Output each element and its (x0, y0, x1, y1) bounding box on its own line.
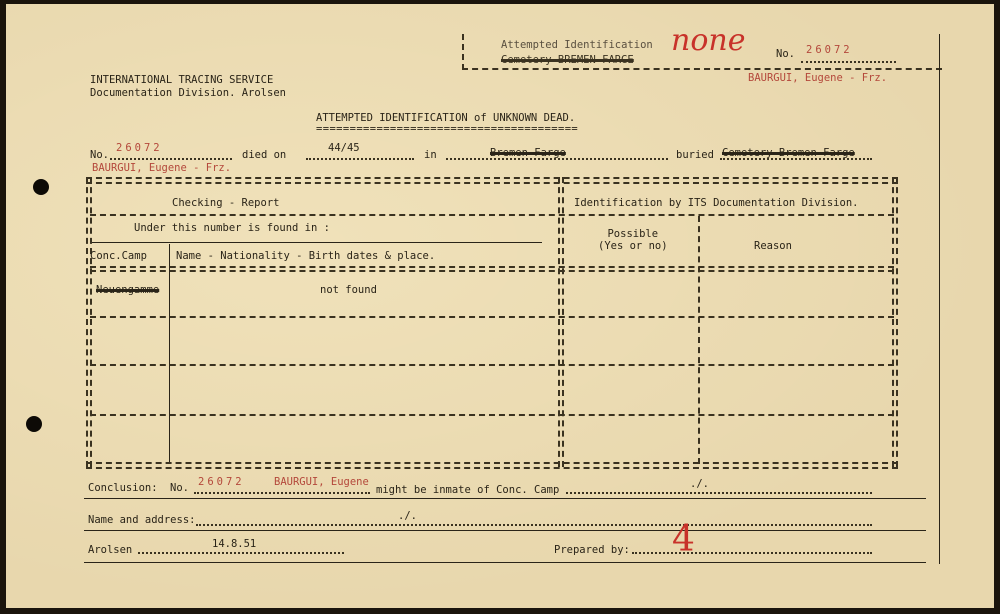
footer-place: Arolsen (88, 544, 133, 556)
camp-name-divider (169, 244, 170, 462)
under-number-divider (92, 242, 542, 243)
conclusion-label: Conclusion: (88, 482, 158, 494)
record-no-value: 26072 (116, 142, 163, 154)
conclusion-text: might be inmate of Conc. Camp (376, 484, 560, 496)
under-number-label: Under this number is found in : (134, 222, 330, 234)
buried-value: Cemetery Bremen-Farge (722, 147, 855, 159)
record-name: BAURGUI, Eugene - Frz. (92, 162, 232, 174)
form-title-underline: ======================================= (316, 123, 579, 135)
table-middle-divider-2 (562, 177, 564, 467)
table-middle-divider (558, 177, 560, 467)
conclusion-no-label: No. (170, 482, 189, 494)
col-name-details: Name - Nationality - Birth dates & place. (176, 250, 436, 262)
table-left-border-2 (90, 177, 92, 467)
died-on-label: died on (242, 149, 287, 161)
header-cemetery: Cemetery BREMEN-FARGE (501, 54, 634, 66)
prepared-by-initial: 4 (672, 519, 695, 560)
table-bottom-border (86, 462, 898, 464)
footer-date: 14.8.51 (212, 538, 257, 550)
record-no-label: No. (90, 149, 109, 161)
row-conc-camp: Neuengamme (96, 284, 160, 296)
identification-header: Identification by ITS Documentation Division. (574, 197, 859, 209)
header-row-divider (90, 214, 894, 216)
record-card (6, 4, 994, 608)
conclusion-no-dots (194, 492, 370, 494)
col-possible: Possible (Yes or no) (598, 228, 668, 252)
header-attempted-identification: Attempted Identification (501, 39, 653, 51)
conclusion-no-value: 26072 (198, 476, 245, 488)
in-value: Bremen-Farge (490, 147, 566, 159)
column-header-divider-2 (90, 270, 894, 272)
col-conc-camp: Conc.Camp (90, 250, 147, 262)
row-divider-1 (90, 316, 894, 318)
column-header-divider (90, 266, 894, 268)
table-top-border-2 (86, 182, 898, 184)
in-dots (446, 158, 668, 160)
died-on-value: 44/45 (328, 142, 360, 154)
record-no-dots (110, 158, 232, 160)
buried-dots (720, 158, 872, 160)
header-box-bottom-border (462, 68, 942, 70)
name-address-label: Name and address: (88, 514, 196, 526)
form-title: ATTEMPTED IDENTIFICATION of UNKNOWN DEAD. (316, 112, 576, 124)
footer-date-dots (138, 552, 344, 554)
table-left-border (86, 177, 88, 467)
row-details: not found (320, 284, 377, 296)
row-divider-3 (90, 414, 894, 416)
name-top-right: BAURGUI, Eugene - Frz. (748, 72, 888, 84)
checking-report-header: Checking - Report (172, 197, 280, 209)
punch-hole-bottom (26, 416, 42, 432)
table-bottom-border-2 (86, 467, 898, 469)
header-no-dots (801, 61, 896, 63)
died-on-dots (306, 158, 414, 160)
row-divider-2 (90, 364, 894, 366)
in-label: in (424, 149, 437, 161)
conclusion-rule (84, 498, 926, 499)
footer-rule (84, 562, 926, 563)
prepared-by-dots (632, 552, 872, 554)
right-edge-line (939, 34, 940, 564)
org-name: INTERNATIONAL TRACING SERVICE (90, 74, 274, 86)
org-division: Documentation Division. Arolsen (90, 87, 286, 99)
table-right-border-2 (896, 177, 898, 467)
name-address-value: ./. (398, 510, 417, 522)
prepared-by-label: Prepared by: (554, 544, 630, 556)
name-address-dots (196, 524, 872, 526)
buried-label: buried (676, 149, 714, 161)
possible-reason-divider (698, 216, 700, 464)
conclusion-value: ./. (690, 478, 709, 490)
col-reason: Reason (754, 240, 792, 252)
punch-hole-top (33, 179, 49, 195)
header-no-value: 26072 (806, 44, 853, 56)
header-no-label: No. (776, 48, 795, 60)
name-address-rule (84, 530, 926, 531)
table-top-border (86, 177, 898, 179)
conclusion-name: BAURGUI, Eugene (274, 476, 369, 488)
table-right-border (892, 177, 894, 467)
handwritten-none: none (671, 23, 746, 58)
header-box-left-border (462, 34, 464, 70)
conclusion-dots (566, 492, 872, 494)
